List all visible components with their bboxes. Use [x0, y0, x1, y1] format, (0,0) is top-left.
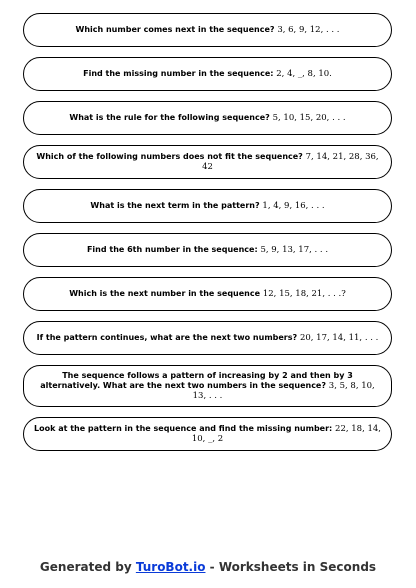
question-box-7 — [23, 277, 392, 311]
question-text: Look at the pattern in the sequence and find the missing number: — [34, 424, 333, 433]
question-box-3 — [23, 101, 392, 135]
question-math: 1, 4, 9, 16, . . . — [262, 201, 325, 211]
turobot-link[interactable]: TuroBot.io — [135, 560, 206, 574]
question-math: 7, 14, 21, 28, 36, 42 — [202, 152, 379, 172]
footer-suffix: - Worksheets in Seconds — [209, 560, 377, 574]
question-math: 22, 18, 14, 10, _, 2 — [191, 424, 382, 444]
question-box-4 — [23, 145, 392, 179]
question-math: 2, 4, _, 8, 10. — [276, 69, 332, 79]
question-text: What is the next term in the pattern? — [90, 201, 260, 210]
question-box-10 — [23, 417, 392, 451]
question-math: 12, 15, 18, 21, . . .? — [262, 289, 346, 299]
question-box-1 — [23, 13, 392, 47]
question-text: The sequence follows a pattern of increasing by 2 and then by 3 alternatively. What are the next two numbers in the sequence? — [40, 371, 353, 390]
question-math: 5, 9, 13, 17, . . . — [260, 245, 329, 255]
footer — [0, 560, 416, 574]
question-list — [23, 13, 392, 461]
question-text: Which is the next number in the sequence — [69, 289, 261, 298]
question-box-8 — [23, 321, 392, 355]
question-text: Which number comes next in the sequence? — [75, 25, 275, 34]
footer-prefix: Generated by — [39, 560, 132, 574]
question-text: Which of the following numbers does not fit the sequence? — [36, 152, 303, 161]
question-text: What is the rule for the following sequence? — [69, 113, 270, 122]
question-box-2 — [23, 57, 392, 91]
question-text: Find the 6th number in the sequence: — [86, 245, 258, 254]
question-box-5 — [23, 189, 392, 223]
question-box-9 — [23, 365, 392, 407]
question-math: 3, 5, 8, 10, 13, . . . — [192, 381, 375, 401]
question-math: 5, 10, 15, 20, . . . — [272, 113, 346, 123]
question-box-6 — [23, 233, 392, 267]
question-math: 3, 6, 9, 12, . . . — [277, 25, 340, 35]
question-math: 20, 17, 14, 11, . . . — [299, 333, 379, 343]
question-text: If the pattern continues, what are the next two numbers? — [36, 333, 298, 342]
question-text: Find the missing number in the sequence: — [83, 69, 274, 78]
